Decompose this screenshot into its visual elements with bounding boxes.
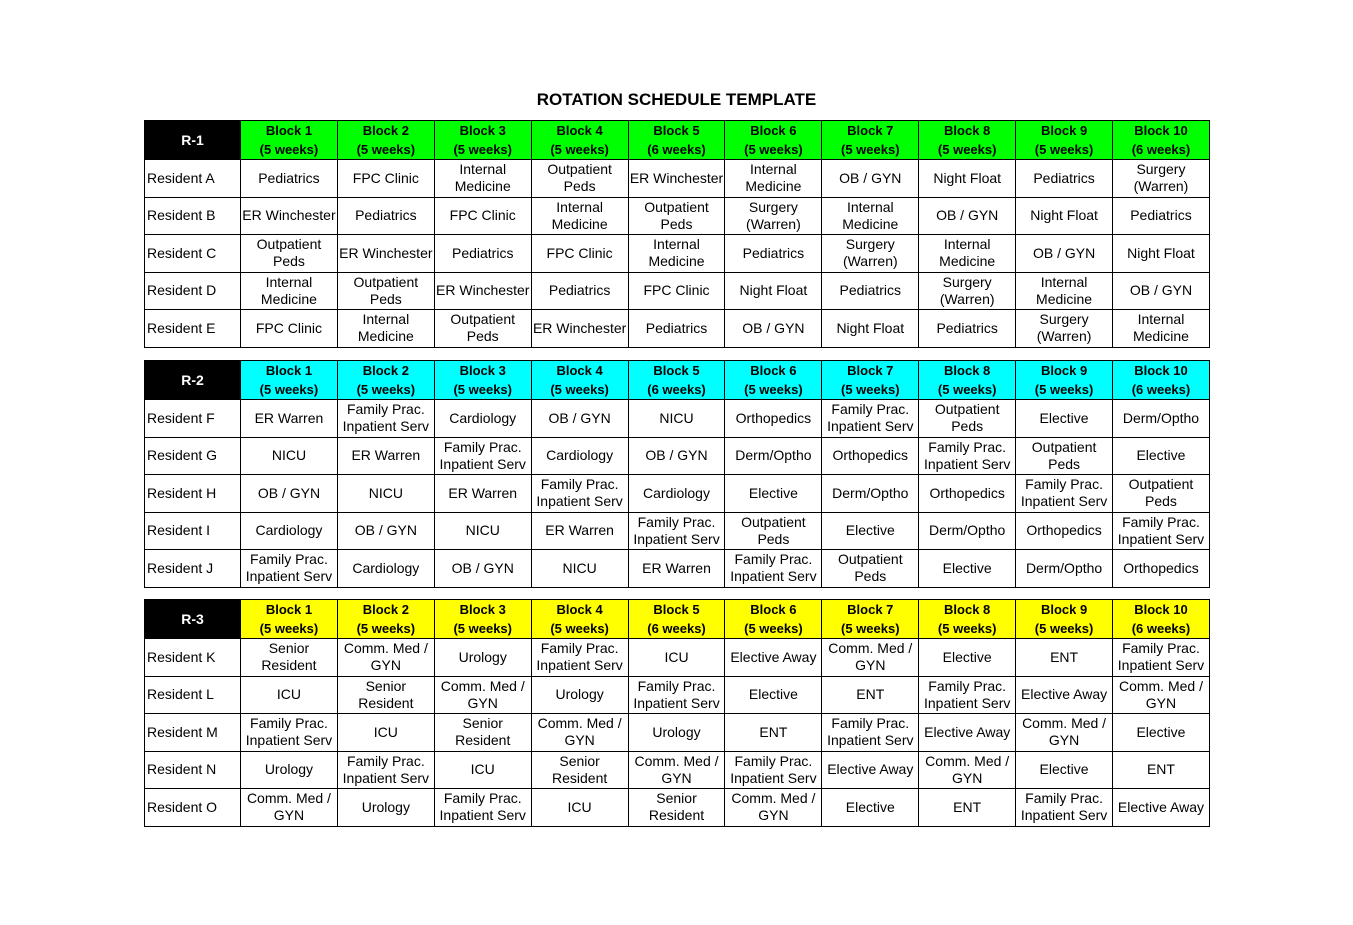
rotation-cell[interactable]: Night Float xyxy=(1113,235,1210,273)
table-row xyxy=(145,550,1210,588)
rotation-cell[interactable]: Comm. Med / GYN xyxy=(1016,714,1113,752)
rotation-cell[interactable]: Elective xyxy=(1113,437,1210,475)
resident-name[interactable]: Resident C xyxy=(145,235,241,273)
rotation-cell[interactable]: Outpatient Peds xyxy=(919,400,1016,438)
rotation-cell[interactable]: Comm. Med / GYN xyxy=(434,676,531,714)
table-row xyxy=(145,714,1210,752)
rotation-cell[interactable]: Cardiology xyxy=(241,512,338,550)
rotation-cell[interactable]: Internal Medicine xyxy=(1016,272,1113,310)
rotation-cell[interactable]: OB / GYN xyxy=(822,160,919,198)
rotation-cell[interactable]: Pediatrics xyxy=(628,310,725,348)
block-weeks: (5 weeks) xyxy=(453,382,512,397)
rotation-cell[interactable]: Internal Medicine xyxy=(337,310,434,348)
rotation-cell[interactable]: Elective xyxy=(919,550,1016,588)
resident-name[interactable]: Resident I xyxy=(145,512,241,550)
block-header xyxy=(725,600,822,639)
block-header xyxy=(822,361,919,400)
resident-name[interactable]: Resident G xyxy=(145,437,241,475)
rotation-cell[interactable]: ICU xyxy=(337,714,434,752)
rotation-cell[interactable]: Pediatrics xyxy=(241,160,338,198)
rotation-cell[interactable]: Outpatient Peds xyxy=(628,197,725,235)
block-weeks: (5 weeks) xyxy=(259,142,319,157)
rotation-cell[interactable]: Night Float xyxy=(822,310,919,348)
block-weeks: (5 weeks) xyxy=(356,382,416,397)
rotation-cell[interactable]: Elective xyxy=(725,676,822,714)
block-weeks: (5 weeks) xyxy=(259,621,319,636)
block-name: Block 5 xyxy=(653,602,700,617)
resident-name[interactable]: Resident A xyxy=(145,160,241,198)
table-row xyxy=(145,789,1210,827)
block-name: Block 4 xyxy=(556,363,603,378)
rotation-cell[interactable]: Comm. Med / GYN xyxy=(725,789,822,827)
rotation-cell[interactable]: Comm. Med / GYN xyxy=(822,639,919,677)
block-name: Block 6 xyxy=(750,363,797,378)
block-weeks: (5 weeks) xyxy=(1034,142,1094,157)
rotation-cell[interactable]: Family Prac. Inpatient Serv xyxy=(1016,789,1113,827)
block-name: Block 3 xyxy=(459,363,506,378)
resident-name[interactable]: Resident L xyxy=(145,676,241,714)
rotation-cell[interactable]: Surgery (Warren) xyxy=(1016,310,1113,348)
rotation-cell[interactable]: ER Warren xyxy=(434,475,531,513)
table-row xyxy=(145,235,1210,273)
rotation-cell[interactable]: Pediatrics xyxy=(1016,160,1113,198)
rotation-cell[interactable]: Urology xyxy=(241,751,338,789)
rotation-cell[interactable]: Family Prac. Inpatient Serv xyxy=(241,714,338,752)
rotation-cell[interactable]: ICU xyxy=(628,639,725,677)
rotation-cell[interactable]: Family Prac. Inpatient Serv xyxy=(822,400,919,438)
block-weeks: (5 weeks) xyxy=(1034,621,1094,636)
rotation-cell[interactable]: Family Prac. Inpatient Serv xyxy=(628,676,725,714)
block-header xyxy=(241,600,338,639)
block-name: Block 4 xyxy=(556,123,603,138)
rotation-cell[interactable]: Senior Resident xyxy=(434,714,531,752)
rotation-cell[interactable]: ICU xyxy=(241,676,338,714)
block-header xyxy=(434,361,531,400)
rotation-cell[interactable]: Family Prac. Inpatient Serv xyxy=(822,714,919,752)
block-name: Block 3 xyxy=(459,123,506,138)
block-weeks: (5 weeks) xyxy=(259,382,319,397)
rotation-cell[interactable]: Elective Away xyxy=(1016,676,1113,714)
rotation-cell[interactable]: Outpatient Peds xyxy=(1016,437,1113,475)
block-name: Block 5 xyxy=(653,123,700,138)
block-header xyxy=(337,600,434,639)
block-header xyxy=(628,361,725,400)
block-name: Block 9 xyxy=(1040,363,1088,378)
rotation-cell[interactable]: ICU xyxy=(531,789,628,827)
rotation-cell[interactable]: ENT xyxy=(822,676,919,714)
block-weeks: (5 weeks) xyxy=(841,621,900,636)
rotation-cell[interactable]: Family Prac. Inpatient Serv xyxy=(434,437,531,475)
rotation-cell[interactable]: Urology xyxy=(434,639,531,677)
rotation-cell[interactable]: ENT xyxy=(1016,639,1113,677)
block-header xyxy=(822,121,919,160)
block-header xyxy=(919,121,1016,160)
block-header xyxy=(531,600,628,639)
rotation-cell[interactable]: OB / GYN xyxy=(241,475,338,513)
rotation-cell[interactable]: Comm. Med / GYN xyxy=(919,751,1016,789)
rotation-cell[interactable]: Elective Away xyxy=(822,751,919,789)
schedule-table-r2 xyxy=(144,360,1210,588)
rotation-cell[interactable]: Internal Medicine xyxy=(531,197,628,235)
block-weeks: (6 weeks) xyxy=(647,382,706,397)
block-header xyxy=(241,361,338,400)
block-weeks: (6 weeks) xyxy=(1131,382,1191,397)
block-weeks: (5 weeks) xyxy=(356,621,416,636)
rotation-cell[interactable]: Night Float xyxy=(725,272,822,310)
rotation-cell[interactable]: ER Warren xyxy=(337,437,434,475)
rotation-cell[interactable]: Pediatrics xyxy=(434,235,531,273)
rotation-cell[interactable]: Pediatrics xyxy=(822,272,919,310)
block-header xyxy=(1113,600,1210,639)
rotation-cell[interactable]: OB / GYN xyxy=(1016,235,1113,273)
rotation-cell[interactable]: Comm. Med / GYN xyxy=(531,714,628,752)
rotation-cell[interactable]: Family Prac. Inpatient Serv xyxy=(434,789,531,827)
block-weeks: (5 weeks) xyxy=(937,621,997,636)
block-weeks: (6 weeks) xyxy=(1131,142,1191,157)
block-name: Block 4 xyxy=(556,602,603,617)
rotation-cell[interactable]: ER Warren xyxy=(241,400,338,438)
resident-name[interactable]: Resident M xyxy=(145,714,241,752)
rotation-cell[interactable]: Family Prac. Inpatient Serv xyxy=(628,512,725,550)
block-header xyxy=(822,600,919,639)
rotation-cell[interactable]: Surgery (Warren) xyxy=(919,272,1016,310)
rotation-cell[interactable]: OB / GYN xyxy=(919,197,1016,235)
rotation-cell[interactable]: OB / GYN xyxy=(434,550,531,588)
table-row xyxy=(145,751,1210,789)
page-title: ROTATION SCHEDULE TEMPLATE xyxy=(536,90,817,109)
rotation-cell[interactable]: Cardiology xyxy=(628,475,725,513)
block-weeks: (5 weeks) xyxy=(841,142,900,157)
rotation-cell[interactable]: NICU xyxy=(337,475,434,513)
rotation-cell[interactable]: Elective Away xyxy=(725,639,822,677)
block-weeks: (5 weeks) xyxy=(550,382,609,397)
block-weeks: (5 weeks) xyxy=(1034,382,1094,397)
block-name: Block 2 xyxy=(362,123,409,138)
block-name: Block 3 xyxy=(459,602,506,617)
resident-name[interactable]: Resident D xyxy=(145,272,241,310)
rotation-cell[interactable]: Elective xyxy=(1113,714,1210,752)
block-header xyxy=(531,121,628,160)
rotation-cell[interactable]: Family Prac. Inpatient Serv xyxy=(725,751,822,789)
rotation-cell[interactable]: FPC Clinic xyxy=(628,272,725,310)
rotation-cell[interactable]: Family Prac. Inpatient Serv xyxy=(531,639,628,677)
rotation-cell[interactable]: Derm/Optho xyxy=(822,475,919,513)
rotation-cell[interactable]: NICU xyxy=(531,550,628,588)
rotation-cell[interactable]: OB / GYN xyxy=(337,512,434,550)
rotation-cell[interactable]: Internal Medicine xyxy=(919,235,1016,273)
rotation-cell[interactable]: Derm/Optho xyxy=(1113,400,1210,438)
rotation-cell[interactable]: Elective xyxy=(725,475,822,513)
block-header xyxy=(1016,121,1113,160)
block-name: Block 2 xyxy=(362,602,409,617)
rotation-cell[interactable]: Family Prac. Inpatient Serv xyxy=(337,751,434,789)
rotation-cell[interactable]: OB / GYN xyxy=(628,437,725,475)
resident-name[interactable]: Resident J xyxy=(145,550,241,588)
block-header xyxy=(434,121,531,160)
block-header xyxy=(628,600,725,639)
block-header xyxy=(1016,361,1113,400)
block-header xyxy=(434,600,531,639)
block-name: Block 8 xyxy=(944,602,991,617)
rotation-cell[interactable]: Elective xyxy=(1016,751,1113,789)
rotation-cell[interactable]: NICU xyxy=(628,400,725,438)
rotation-cell[interactable]: Senior Resident xyxy=(628,789,725,827)
rotation-cell[interactable]: Family Prac. Inpatient Serv xyxy=(241,550,338,588)
block-name: Block 10 xyxy=(1134,123,1188,138)
header-row xyxy=(145,121,1210,160)
rotation-cell[interactable]: Outpatient Peds xyxy=(337,272,434,310)
rotation-cell[interactable]: Family Prac. Inpatient Serv xyxy=(725,550,822,588)
rotation-cell[interactable]: ENT xyxy=(725,714,822,752)
rotation-cell[interactable]: Derm/Optho xyxy=(725,437,822,475)
rotation-cell[interactable]: Night Float xyxy=(1016,197,1113,235)
rotation-cell[interactable]: Elective xyxy=(1016,400,1113,438)
rotation-cell[interactable]: Pediatrics xyxy=(725,235,822,273)
rotation-cell[interactable]: Derm/Optho xyxy=(919,512,1016,550)
rotation-cell[interactable]: ER Winchester xyxy=(241,197,338,235)
section-label: R-1 xyxy=(145,121,241,160)
table-row xyxy=(145,512,1210,550)
rotation-cell[interactable]: ENT xyxy=(1113,751,1210,789)
resident-name[interactable]: Resident E xyxy=(145,310,241,348)
rotation-cell[interactable]: Internal Medicine xyxy=(725,160,822,198)
block-name: Block 2 xyxy=(362,363,409,378)
table-row xyxy=(145,475,1210,513)
rotation-cell[interactable]: Family Prac. Inpatient Serv xyxy=(1113,512,1210,550)
rotation-cell[interactable]: ER Winchester xyxy=(531,310,628,348)
rotation-cell[interactable]: Elective Away xyxy=(919,714,1016,752)
block-weeks: (6 weeks) xyxy=(1131,621,1191,636)
resident-name[interactable]: Resident K xyxy=(145,639,241,677)
block-name: Block 5 xyxy=(653,363,700,378)
rotation-cell[interactable]: FPC Clinic xyxy=(337,160,434,198)
block-name: Block 1 xyxy=(265,123,313,138)
rotation-cell[interactable]: Family Prac. Inpatient Serv xyxy=(919,676,1016,714)
rotation-cell[interactable]: Pediatrics xyxy=(1113,197,1210,235)
block-name: Block 6 xyxy=(750,123,797,138)
rotation-cell[interactable]: Family Prac. Inpatient Serv xyxy=(919,437,1016,475)
rotation-cell[interactable]: NICU xyxy=(434,512,531,550)
rotation-cell[interactable]: Outpatient Peds xyxy=(822,550,919,588)
block-header xyxy=(1016,600,1113,639)
rotation-cell[interactable]: Senior Resident xyxy=(531,751,628,789)
rotation-cell[interactable]: Elective xyxy=(822,512,919,550)
table-row xyxy=(145,676,1210,714)
rotation-cell[interactable]: Pediatrics xyxy=(531,272,628,310)
block-header xyxy=(337,121,434,160)
block-weeks: (5 weeks) xyxy=(841,382,900,397)
block-name: Block 10 xyxy=(1134,602,1188,617)
rotation-cell[interactable]: ER Warren xyxy=(531,512,628,550)
rotation-cell[interactable]: Surgery (Warren) xyxy=(725,197,822,235)
table-row xyxy=(145,400,1210,438)
block-header xyxy=(531,361,628,400)
block-header xyxy=(628,121,725,160)
block-name: Block 10 xyxy=(1134,363,1188,378)
rotation-cell[interactable]: OB / GYN xyxy=(531,400,628,438)
block-weeks: (5 weeks) xyxy=(744,382,803,397)
block-weeks: (5 weeks) xyxy=(356,142,416,157)
table-row xyxy=(145,272,1210,310)
block-header xyxy=(337,361,434,400)
schedule-table-r1 xyxy=(144,120,1210,348)
table-row xyxy=(145,437,1210,475)
rotation-cell[interactable]: Family Prac. Inpatient Serv xyxy=(531,475,628,513)
block-weeks: (5 weeks) xyxy=(550,621,609,636)
block-weeks: (5 weeks) xyxy=(937,142,997,157)
block-name: Block 6 xyxy=(750,602,797,617)
rotation-cell[interactable]: FPC Clinic xyxy=(531,235,628,273)
block-header xyxy=(1113,121,1210,160)
block-name: Block 9 xyxy=(1040,123,1088,138)
block-header xyxy=(919,361,1016,400)
block-name: Block 1 xyxy=(265,602,313,617)
table-row xyxy=(145,639,1210,677)
rotation-cell[interactable]: Internal Medicine xyxy=(822,197,919,235)
rotation-cell[interactable]: Elective xyxy=(919,639,1016,677)
rotation-cell[interactable]: Orthopedics xyxy=(919,475,1016,513)
rotation-cell[interactable]: Orthopedics xyxy=(1113,550,1210,588)
rotation-cell[interactable]: Elective xyxy=(822,789,919,827)
rotation-cell[interactable]: Orthopedics xyxy=(725,400,822,438)
block-weeks: (5 weeks) xyxy=(550,142,609,157)
block-name: Block 8 xyxy=(944,363,991,378)
rotation-cell[interactable]: Outpatient Peds xyxy=(1113,475,1210,513)
header-row xyxy=(145,600,1210,639)
rotation-cell[interactable]: OB / GYN xyxy=(1113,272,1210,310)
block-name: Block 1 xyxy=(265,363,313,378)
block-header xyxy=(919,600,1016,639)
rotation-cell[interactable]: Internal Medicine xyxy=(434,160,531,198)
rotation-cell[interactable]: Internal Medicine xyxy=(628,235,725,273)
rotation-cell[interactable]: Senior Resident xyxy=(241,639,338,677)
table-row xyxy=(145,160,1210,198)
rotation-cell[interactable]: Family Prac. Inpatient Serv xyxy=(337,400,434,438)
rotation-cell[interactable]: FPC Clinic xyxy=(241,310,338,348)
rotation-cell[interactable]: Pediatrics xyxy=(337,197,434,235)
block-name: Block 8 xyxy=(944,123,991,138)
block-weeks: (5 weeks) xyxy=(937,382,997,397)
header-row xyxy=(145,361,1210,400)
rotation-cell[interactable]: Orthopedics xyxy=(1016,512,1113,550)
rotation-cell[interactable]: ER Warren xyxy=(628,550,725,588)
resident-name[interactable]: Resident B xyxy=(145,197,241,235)
rotation-cell[interactable]: Family Prac. Inpatient Serv xyxy=(1016,475,1113,513)
rotation-cell[interactable]: Pediatrics xyxy=(919,310,1016,348)
rotation-cell[interactable]: FPC Clinic xyxy=(434,197,531,235)
block-header xyxy=(725,121,822,160)
resident-name[interactable]: Resident H xyxy=(145,475,241,513)
block-weeks: (5 weeks) xyxy=(453,621,512,636)
rotation-cell[interactable]: NICU xyxy=(241,437,338,475)
section-label: R-3 xyxy=(145,600,241,639)
resident-name[interactable]: Resident F xyxy=(145,400,241,438)
rotation-cell[interactable]: Cardiology xyxy=(337,550,434,588)
rotation-cell[interactable]: Internal Medicine xyxy=(241,272,338,310)
rotation-cell[interactable]: Orthopedics xyxy=(822,437,919,475)
table-row xyxy=(145,197,1210,235)
rotation-cell[interactable]: OB / GYN xyxy=(725,310,822,348)
rotation-cell[interactable]: Surgery (Warren) xyxy=(822,235,919,273)
block-name: Block 7 xyxy=(847,123,894,138)
resident-name[interactable]: Resident O xyxy=(145,789,241,827)
rotation-cell[interactable]: Cardiology xyxy=(531,437,628,475)
rotation-cell[interactable]: Comm. Med / GYN xyxy=(241,789,338,827)
rotation-cell[interactable]: Outpatient Peds xyxy=(434,310,531,348)
rotation-cell[interactable]: Cardiology xyxy=(434,400,531,438)
rotation-cell[interactable]: ER Winchester xyxy=(434,272,531,310)
rotation-cell[interactable]: Night Float xyxy=(919,160,1016,198)
block-weeks: (5 weeks) xyxy=(744,621,803,636)
block-weeks: (6 weeks) xyxy=(647,142,706,157)
rotation-cell[interactable]: ER Winchester xyxy=(628,160,725,198)
resident-name[interactable]: Resident N xyxy=(145,751,241,789)
rotation-cell[interactable]: ENT xyxy=(919,789,1016,827)
rotation-cell[interactable]: Urology xyxy=(337,789,434,827)
rotation-cell[interactable]: Outpatient Peds xyxy=(531,160,628,198)
rotation-cell[interactable]: Surgery (Warren) xyxy=(1113,160,1210,198)
schedule-table-r3 xyxy=(144,599,1210,827)
block-weeks: (5 weeks) xyxy=(744,142,803,157)
rotation-cell[interactable]: Derm/Optho xyxy=(1016,550,1113,588)
block-name: Block 9 xyxy=(1040,602,1088,617)
section-label: R-2 xyxy=(145,361,241,400)
rotation-cell[interactable]: Comm. Med / GYN xyxy=(628,751,725,789)
block-header xyxy=(241,121,338,160)
rotation-cell[interactable]: Comm. Med / GYN xyxy=(337,639,434,677)
rotation-cell[interactable]: Senior Resident xyxy=(337,676,434,714)
block-header xyxy=(725,361,822,400)
rotation-cell[interactable]: Elective Away xyxy=(1113,789,1210,827)
block-weeks: (6 weeks) xyxy=(647,621,706,636)
rotation-cell[interactable]: Outpatient Peds xyxy=(725,512,822,550)
rotation-cell[interactable]: Urology xyxy=(628,714,725,752)
table-row xyxy=(145,310,1210,348)
rotation-cell[interactable]: ICU xyxy=(434,751,531,789)
rotation-cell[interactable]: Outpatient Peds xyxy=(241,235,338,273)
block-weeks: (5 weeks) xyxy=(453,142,512,157)
rotation-cell[interactable]: Comm. Med / GYN xyxy=(1113,676,1210,714)
block-header xyxy=(1113,361,1210,400)
rotation-cell[interactable]: Internal Medicine xyxy=(1113,310,1210,348)
block-name: Block 7 xyxy=(847,602,894,617)
block-name: Block 7 xyxy=(847,363,894,378)
rotation-cell[interactable]: Urology xyxy=(531,676,628,714)
rotation-cell[interactable]: ER Winchester xyxy=(337,235,434,273)
rotation-cell[interactable]: Family Prac. Inpatient Serv xyxy=(1113,639,1210,677)
